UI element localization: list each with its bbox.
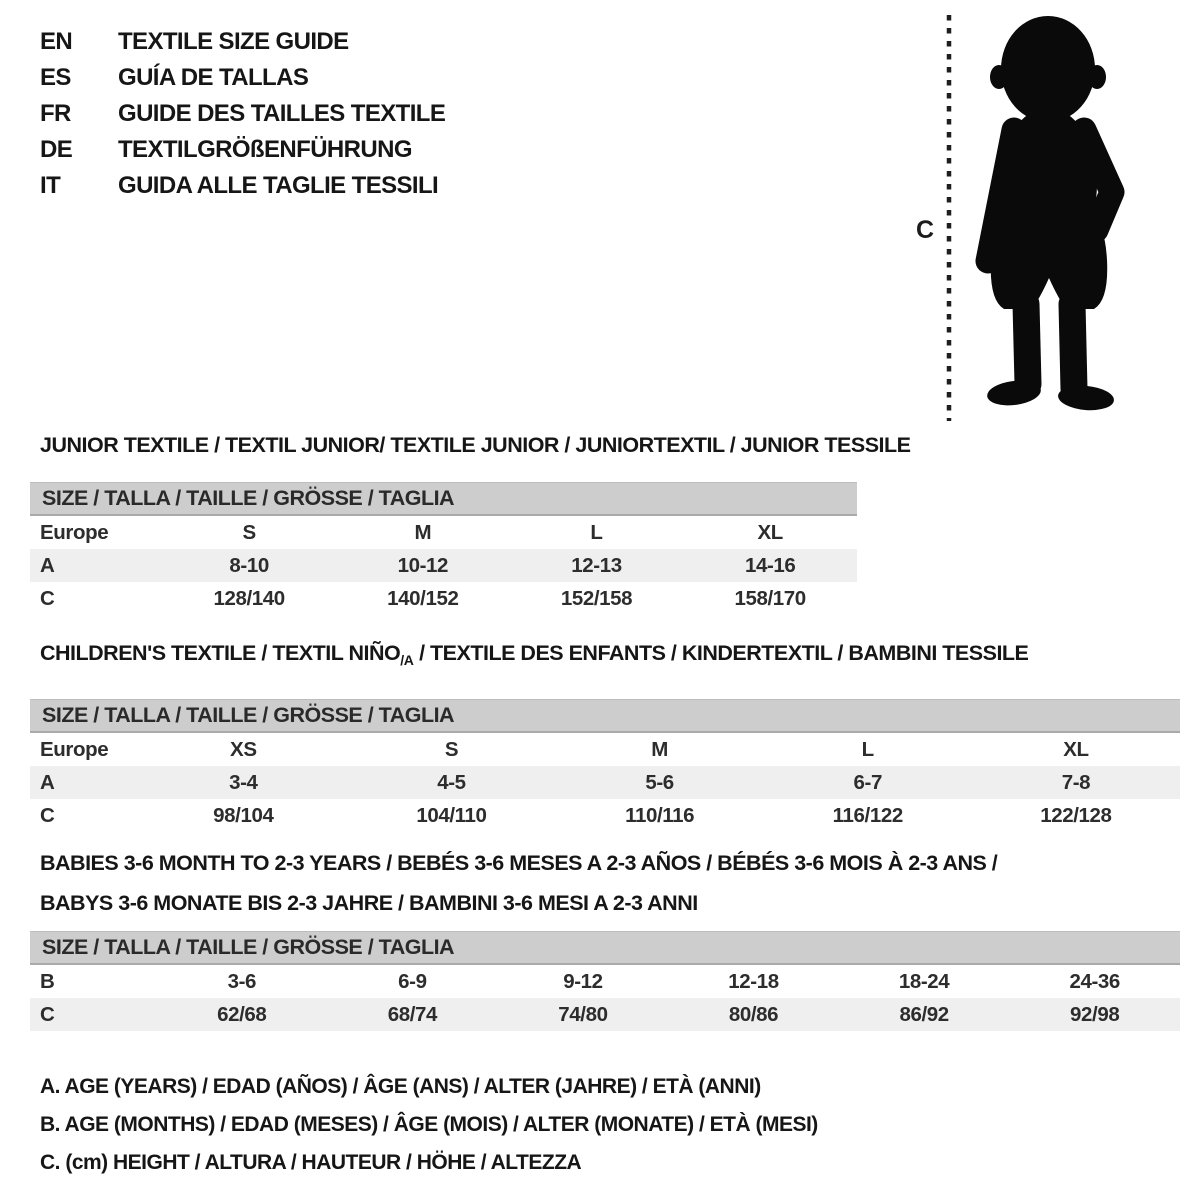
- table-row-height: [30, 582, 857, 615]
- months-cell: 6-9: [398, 969, 427, 993]
- row-label: Europe: [40, 520, 109, 544]
- age-cell: 5-6: [556, 766, 764, 799]
- children-section-title: [40, 642, 1180, 671]
- language-code: EN: [40, 28, 73, 55]
- height-cell: 122/128: [1040, 803, 1112, 827]
- guide-title: TEXTILE SIZE GUIDE: [118, 28, 349, 55]
- age-cell: 7-8: [972, 766, 1180, 799]
- children-title-prefix: CHILDREN'S TEXTILE / TEXTIL NIÑO: [40, 641, 401, 665]
- months-cell: 9-12: [563, 969, 603, 993]
- size-cell: S: [242, 520, 256, 544]
- height-cell: 92/98: [1009, 998, 1180, 1031]
- babies-title-line2: BABYS 3-6 MONATE BIS 2-3 JAHRE / BAMBINI 3-6 MESI A 2-3 ANNI: [40, 891, 698, 915]
- size-cell: XL: [1063, 737, 1089, 761]
- row-label: A: [30, 549, 162, 582]
- row-label: C: [40, 586, 55, 610]
- junior-section: [30, 433, 911, 615]
- guide-title: GUÍA DE TALLAS: [118, 64, 309, 91]
- row-label: B: [40, 969, 55, 993]
- babies-section: [30, 843, 1180, 1031]
- language-code: FR: [40, 100, 71, 127]
- table-row-europe: [30, 732, 1180, 766]
- size-cell: M: [651, 737, 668, 761]
- table-row-months: [30, 964, 1180, 998]
- height-cell: 140/152: [387, 586, 459, 610]
- babies-title-line1: BABIES 3-6 MONTH TO 2-3 YEARS / BEBÉS 3-6 MESES A 2-3 AÑOS / BÉBÉS 3-6 MOIS À 2-3 ANS /: [40, 851, 998, 875]
- language-code: DE: [40, 136, 73, 163]
- language-row-en: [40, 24, 445, 60]
- children-size-table: [30, 699, 1180, 832]
- babies-section-title: [30, 843, 1180, 923]
- height-cell: 158/170: [734, 586, 806, 610]
- language-row-es: [40, 60, 445, 96]
- size-header-row: [30, 700, 1180, 733]
- size-header-label: SIZE / TALLA / TAILLE / GRÖSSE / TAGLIA: [30, 932, 1180, 965]
- months-cell: 12-18: [728, 969, 779, 993]
- legend-line-height: C. (cm) HEIGHT / ALTURA / HAUTEUR / HÖHE / ALTEZZA: [40, 1151, 582, 1174]
- age-cell: 12-13: [510, 549, 684, 582]
- height-cell: 152/158: [560, 586, 633, 610]
- table-row-age: [30, 549, 857, 582]
- language-row-fr: [40, 96, 445, 132]
- size-cell: M: [414, 520, 432, 544]
- months-cell: 18-24: [898, 969, 950, 993]
- language-code: IT: [40, 172, 61, 199]
- table-row-height: [30, 799, 1180, 832]
- children-section: [30, 642, 1180, 832]
- size-header-row: [30, 932, 1180, 965]
- size-cell: XL: [757, 520, 783, 544]
- size-header-label: SIZE / TALLA / TAILLE / GRÖSSE / TAGLIA: [30, 700, 1180, 733]
- height-cell: 116/122: [832, 803, 903, 827]
- months-cell: 3-6: [227, 969, 256, 993]
- size-header-label: SIZE / TALLA / TAILLE / GRÖSSE / TAGLIA: [30, 483, 857, 516]
- height-cell: 62/68: [157, 998, 328, 1031]
- height-cell: 110/116: [625, 803, 695, 827]
- language-row-it: [40, 168, 445, 204]
- height-cell: 98/104: [213, 803, 274, 827]
- height-cell: 74/80: [498, 998, 669, 1031]
- height-measure-dashed-line: [945, 13, 953, 423]
- size-cell: S: [444, 737, 459, 761]
- age-cell: 3-4: [139, 766, 347, 799]
- row-label: C: [40, 803, 55, 827]
- table-row-age: [30, 766, 1180, 799]
- height-cell: 80/86: [668, 998, 839, 1031]
- age-cell: 4-5: [347, 766, 555, 799]
- height-cell: 104/110: [416, 803, 487, 827]
- size-cell: L: [861, 737, 874, 761]
- guide-title: TEXTILGRÖßENFÜHRUNG: [118, 136, 412, 163]
- age-cell: 14-16: [683, 549, 857, 582]
- children-title-subscript: /A: [400, 652, 414, 668]
- age-cell: 10-12: [336, 549, 510, 582]
- babies-size-table: [30, 931, 1180, 1031]
- toddler-silhouette-image: [960, 12, 1138, 418]
- age-cell: 6-7: [764, 766, 972, 799]
- height-cell: 128/140: [213, 586, 285, 610]
- children-title-suffix: / TEXTILE DES ENFANTS / KINDERTEXTIL / BAMBINI TESSILE: [413, 641, 1029, 665]
- language-title-list: [40, 24, 445, 204]
- table-row-height: [30, 998, 1180, 1031]
- age-cell: 8-10: [162, 549, 336, 582]
- row-label: C: [30, 998, 157, 1031]
- size-header-row: [30, 483, 857, 516]
- legend-line-age-years: A. AGE (YEARS) / EDAD (AÑOS) / ÂGE (ANS) / ALTER (JAHRE) / ETÀ (ANNI): [40, 1075, 761, 1098]
- junior-size-table: [30, 482, 857, 615]
- height-cell: 68/74: [327, 998, 498, 1031]
- language-row-de: [40, 132, 445, 168]
- months-cell: 24-36: [1069, 969, 1120, 993]
- height-label: C: [916, 216, 934, 244]
- legend-line-age-months: B. AGE (MONTHS) / EDAD (MESES) / ÂGE (MOIS) / ALTER (MONATE) / ETÀ (MESI): [40, 1113, 818, 1136]
- legend: [40, 1068, 818, 1182]
- junior-section-title: JUNIOR TEXTILE / TEXTIL JUNIOR/ TEXTILE JUNIOR / JUNIORTEXTIL / JUNIOR TESSILE: [40, 433, 911, 457]
- row-label: A: [30, 766, 139, 799]
- language-code: ES: [40, 64, 71, 91]
- height-cell: 86/92: [839, 998, 1010, 1031]
- size-cell: XS: [230, 737, 257, 761]
- size-cell: L: [590, 520, 603, 544]
- guide-title: GUIDA ALLE TAGLIE TESSILI: [118, 172, 439, 199]
- table-row-europe: [30, 515, 857, 549]
- row-label: Europe: [40, 737, 109, 761]
- guide-title: GUIDE DES TAILLES TEXTILE: [118, 100, 446, 127]
